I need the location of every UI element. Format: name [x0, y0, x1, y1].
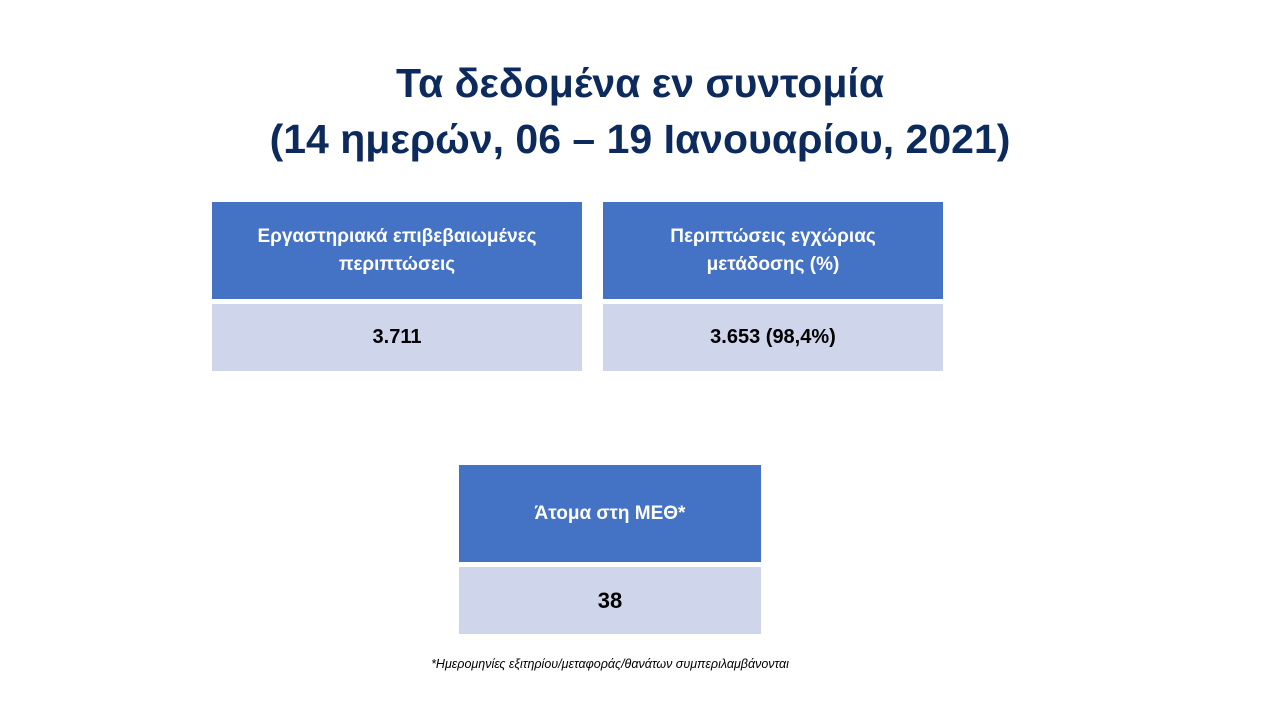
icu-patients-header: Άτομα στη ΜΕΘ*	[459, 465, 761, 562]
icu-patients-table	[459, 465, 761, 634]
confirmed-cases-table	[212, 202, 582, 371]
local-transmission-table	[603, 202, 943, 371]
confirmed-cases-header: Εργαστηριακά επιβεβαιωμένες περιπτώσεις	[212, 202, 582, 299]
icu-patients-value: 38	[459, 567, 761, 634]
title-line-1: Τα δεδομένα εν συντομία	[395, 60, 885, 106]
title-line-2: (14 ημερών, 06 – 19 Ιανουαρίου, 2021)	[269, 116, 1011, 162]
footnote: *Ημερομηνίες εξιτηρίου/μεταφοράς/θανάτων συμπεριλαμβάνονται	[431, 657, 789, 671]
local-transmission-header: Περιπτώσεις εγχώριας μετάδοσης (%)	[603, 202, 943, 299]
confirmed-cases-value: 3.711	[212, 304, 582, 371]
local-transmission-value: 3.653 (98,4%)	[603, 304, 943, 371]
page-title	[0, 55, 1280, 167]
